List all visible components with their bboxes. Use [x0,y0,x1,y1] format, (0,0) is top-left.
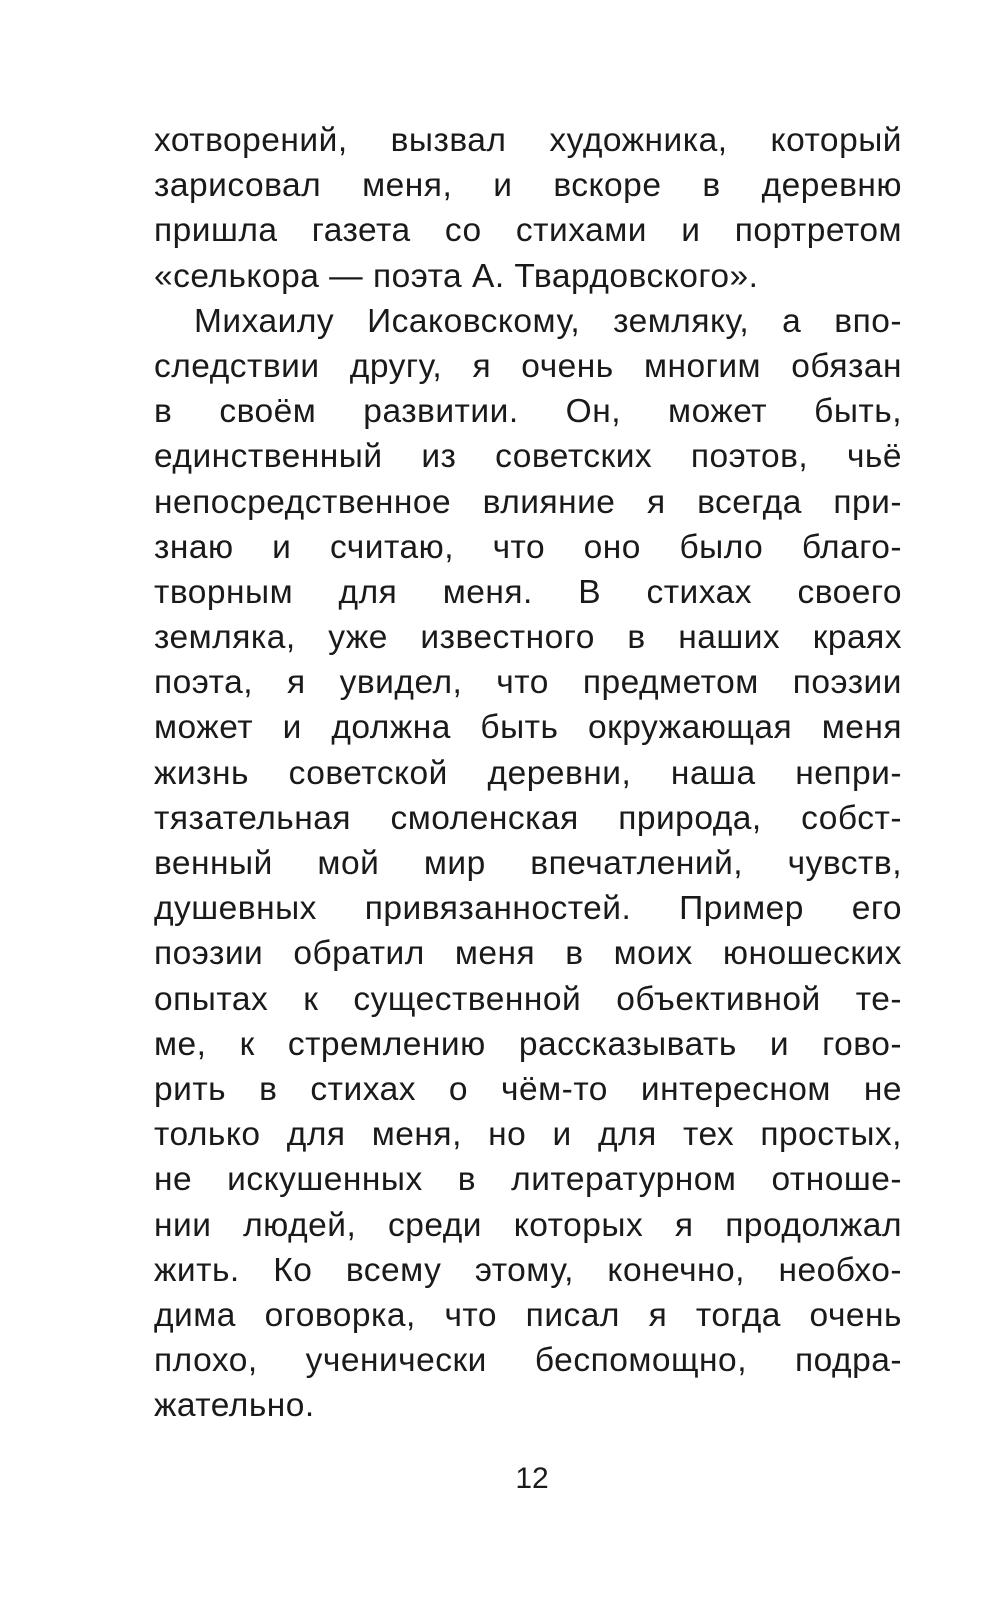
text-line: опытах к существенной объективной те- [154,980,902,1018]
text-line: не искушенных в литературном отноше- [154,1161,902,1199]
text-line: Михаилу Исаковскому, земляку, а впо- [194,302,902,340]
text-line: единственный из советских поэтов, чьё [154,438,902,476]
text-line: «селькора — поэта А. Твардовского». [154,257,759,295]
text-line: творным для меня. В стихах своего [154,573,902,611]
text-line: венный мой мир впечатлений, чувств, [154,845,902,882]
text-line: только для меня, но и для тех простых, [154,1116,902,1154]
text-line: ме, к стремлению рассказывать и гово- [154,1025,902,1063]
text-line: хотворений, вызвал художника, который [154,122,902,159]
text-line: рить в стихах о чём-то интересном не [154,1070,902,1108]
text-line: пришла газета со стихами и портретом [154,212,902,250]
text-line: нии людей, среди которых я продолжал [154,1206,902,1244]
text-line: тязательная смоленская природа, собст- [154,799,902,837]
text-line: зарисовал меня, и вскоре в деревню [154,167,902,205]
text-line: жить. Ко всему этому, конечно, необхо- [154,1251,902,1289]
text-line: душевных привязанностей. Пример его [154,890,902,928]
text-line: непосредственное влияние я всегда при- [154,483,902,521]
text-line: поэзии обратил меня в моих юношеских [154,935,902,973]
text-line: земляка, уже известного в наших краях [154,619,902,657]
text-line: жательно. [154,1387,315,1425]
text-line: жизнь советской деревни, наша непри- [154,754,902,792]
body-text [154,118,902,1428]
text-line: поэта, я увидел, что предметом поэзии [154,664,902,702]
page-number: 12 [515,1462,549,1495]
text-line: знаю и считаю, что оно было благо- [154,528,902,566]
text-line: плохо, ученически беспомощно, подра- [154,1342,902,1380]
text-line: следствии другу, я очень многим обязан [154,347,902,385]
text-line: дима оговорка, что писал я тогда очень [154,1296,902,1334]
text-line: в своём развитии. Он, может быть, [154,393,902,431]
text-line: может и должна быть окружающая меня [154,709,902,747]
